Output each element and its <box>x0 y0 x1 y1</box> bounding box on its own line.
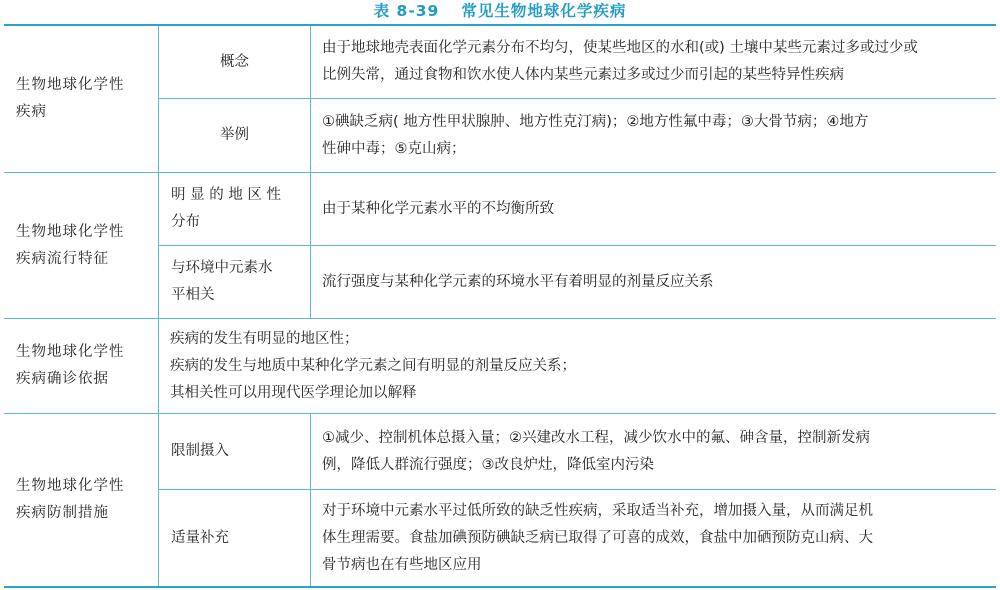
desc-example <box>311 99 996 172</box>
desc-line: 对于环境中元素水平过低所致的缺乏性疾病，采取适当补充，增加摄入量，从而满足机 <box>322 502 873 519</box>
sub-label: 限制摄入 <box>171 443 229 459</box>
category-diagnosis <box>4 319 158 413</box>
desc-diagnosis <box>159 319 996 413</box>
desc-line: 疾病的发生与地质中某种化学元素之间有明显的剂量反应关系； <box>170 357 576 374</box>
table-bottom-rule <box>4 586 996 588</box>
desc-line: 其相关性可以用现代医学理论加以解释 <box>170 384 417 401</box>
sub-label: 适量补充 <box>171 529 229 546</box>
sub-limit-intake <box>159 414 310 489</box>
desc-supplement <box>311 490 996 586</box>
desc-environment <box>311 246 996 318</box>
sub-supplement <box>159 490 310 586</box>
desc-line: ①减少、控制机体总摄入量；②兴建改水工程，减少饮水中的氟、砷含量，控制新发病 <box>322 429 870 446</box>
sub-environment <box>159 246 310 318</box>
sub-example <box>159 99 310 172</box>
category-line: 生物地球化学性 <box>16 77 125 93</box>
sub-line: 平相关 <box>171 287 215 303</box>
desc-line: 骨节病也在有些地区应用 <box>322 556 482 573</box>
desc-line: 由于某种化学元素水平的不均衡所致 <box>322 200 554 217</box>
desc-line: 性砷中毒；⑤克山病； <box>322 140 466 157</box>
desc-line: 例，降低人群流行强度；③改良炉灶，降低室内污染 <box>322 456 654 473</box>
desc-limit-intake <box>311 414 996 489</box>
sub-line: 分布 <box>171 214 200 230</box>
desc-regional <box>311 173 996 245</box>
category-line: 生物地球化学性 <box>16 344 125 360</box>
category-line: 疾病确诊依据 <box>16 371 109 387</box>
category-line: 生物地球化学性 <box>16 223 125 240</box>
desc-line: 比例失常，通过食物和饮水使人体内某些元素过多或过少而引起的某些特异性疾病 <box>322 67 844 83</box>
table-number: 表 8-39 <box>373 2 440 20</box>
table-caption: 常见生物地球化学疾病 <box>461 2 627 20</box>
sub-label: 概念 <box>220 53 249 70</box>
sub-line: 明 显 的 地 区 性 <box>171 187 282 203</box>
category-line: 疾病 <box>16 104 47 120</box>
sub-concept <box>159 26 310 98</box>
desc-line: 体生理需要。食盐加碘预防碘缺乏病已取得了可喜的成效，食盐中加硒预防克山病、大 <box>322 529 873 546</box>
desc-line: ①碘缺乏病( 地方性甲状腺肿、地方性克汀病)；②地方性氟中毒；③大骨节病；④地方 <box>322 113 869 130</box>
category-definition <box>4 26 158 172</box>
desc-concept <box>311 26 996 98</box>
table-title <box>0 0 1000 24</box>
category-line: 疾病防制措施 <box>16 505 109 521</box>
category-line: 生物地球化学性 <box>16 478 125 494</box>
desc-line: 流行强度与某种化学元素的环境水平有着明显的剂量反应关系 <box>322 273 714 290</box>
sub-regional <box>159 173 310 245</box>
category-prevention <box>4 414 158 586</box>
category-epidemiology <box>4 173 158 318</box>
sub-line: 与环境中元素水 <box>171 260 273 276</box>
category-line: 疾病流行特征 <box>16 250 109 267</box>
desc-line: 由于地球地壳表面化学元素分布不均匀，使某些地区的水和(或) 土壤中某些元素过多或过少或 <box>322 40 918 56</box>
sub-label: 举例 <box>220 127 249 143</box>
desc-line: 疾病的发生有明显的地区性； <box>170 330 359 347</box>
